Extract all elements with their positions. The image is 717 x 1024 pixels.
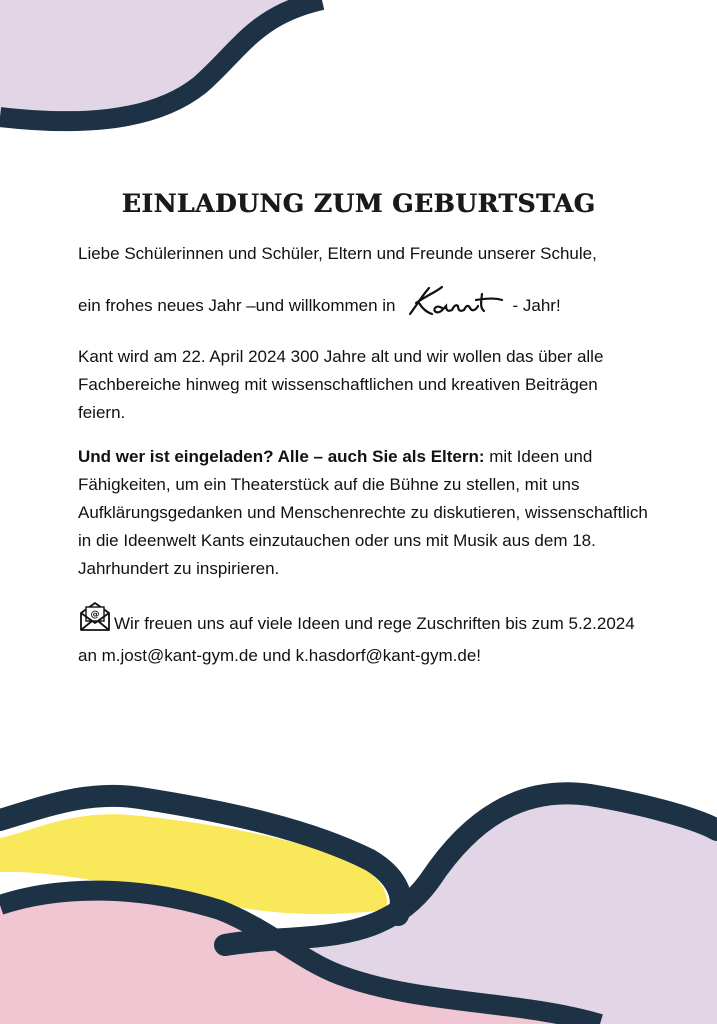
anniversary-paragraph: Kant wird am 22. April 2024 300 Jahre alt und wir wollen das über alle Fachbereiche hinweg mit wissenschaftlichen und kreativen Beiträgen feiern. bbox=[78, 347, 604, 422]
new-year-text: ein frohes neues Jahr –und willkommen in bbox=[78, 295, 396, 315]
bottom-wave-decoration bbox=[0, 760, 717, 1024]
page-title: EINLADUNG ZUM GEBURTSTAG bbox=[121, 188, 596, 218]
invited-question: Und wer ist eingeladen? Alle – auch Sie als Eltern: bbox=[78, 447, 485, 466]
kant-signature bbox=[402, 284, 507, 327]
email-envelope-icon bbox=[78, 599, 112, 642]
top-wave-decoration bbox=[0, 0, 717, 170]
new-year-line bbox=[78, 284, 648, 327]
contact-paragraph bbox=[78, 599, 648, 670]
contact-text: Wir freuen uns auf viele Ideen und rege Zuschriften bis zum 5.2.2024 an m.jost@kant-gym.de und k.hasdorf@kant-gym.de! bbox=[78, 614, 635, 665]
invitation-body bbox=[78, 240, 648, 686]
invited-details: mit Ideen und Fähigkeiten, um ein Theaterstück auf die Bühne zu stellen, mit uns Aufklärungsgedanken und Menschenrechte zu diskutieren, wissenschaftlich in die Ideenwelt Kants einzutauchen oder uns mit Musik aus dem 18. Jahrhundert zu inspirieren. bbox=[78, 447, 648, 578]
jahr-text: - Jahr! bbox=[512, 295, 561, 315]
greeting-paragraph: Liebe Schülerinnen und Schüler, Eltern und Freunde unserer Schule, bbox=[78, 244, 597, 263]
invited-paragraph bbox=[78, 443, 648, 583]
svg-text:@: @ bbox=[90, 610, 100, 620]
